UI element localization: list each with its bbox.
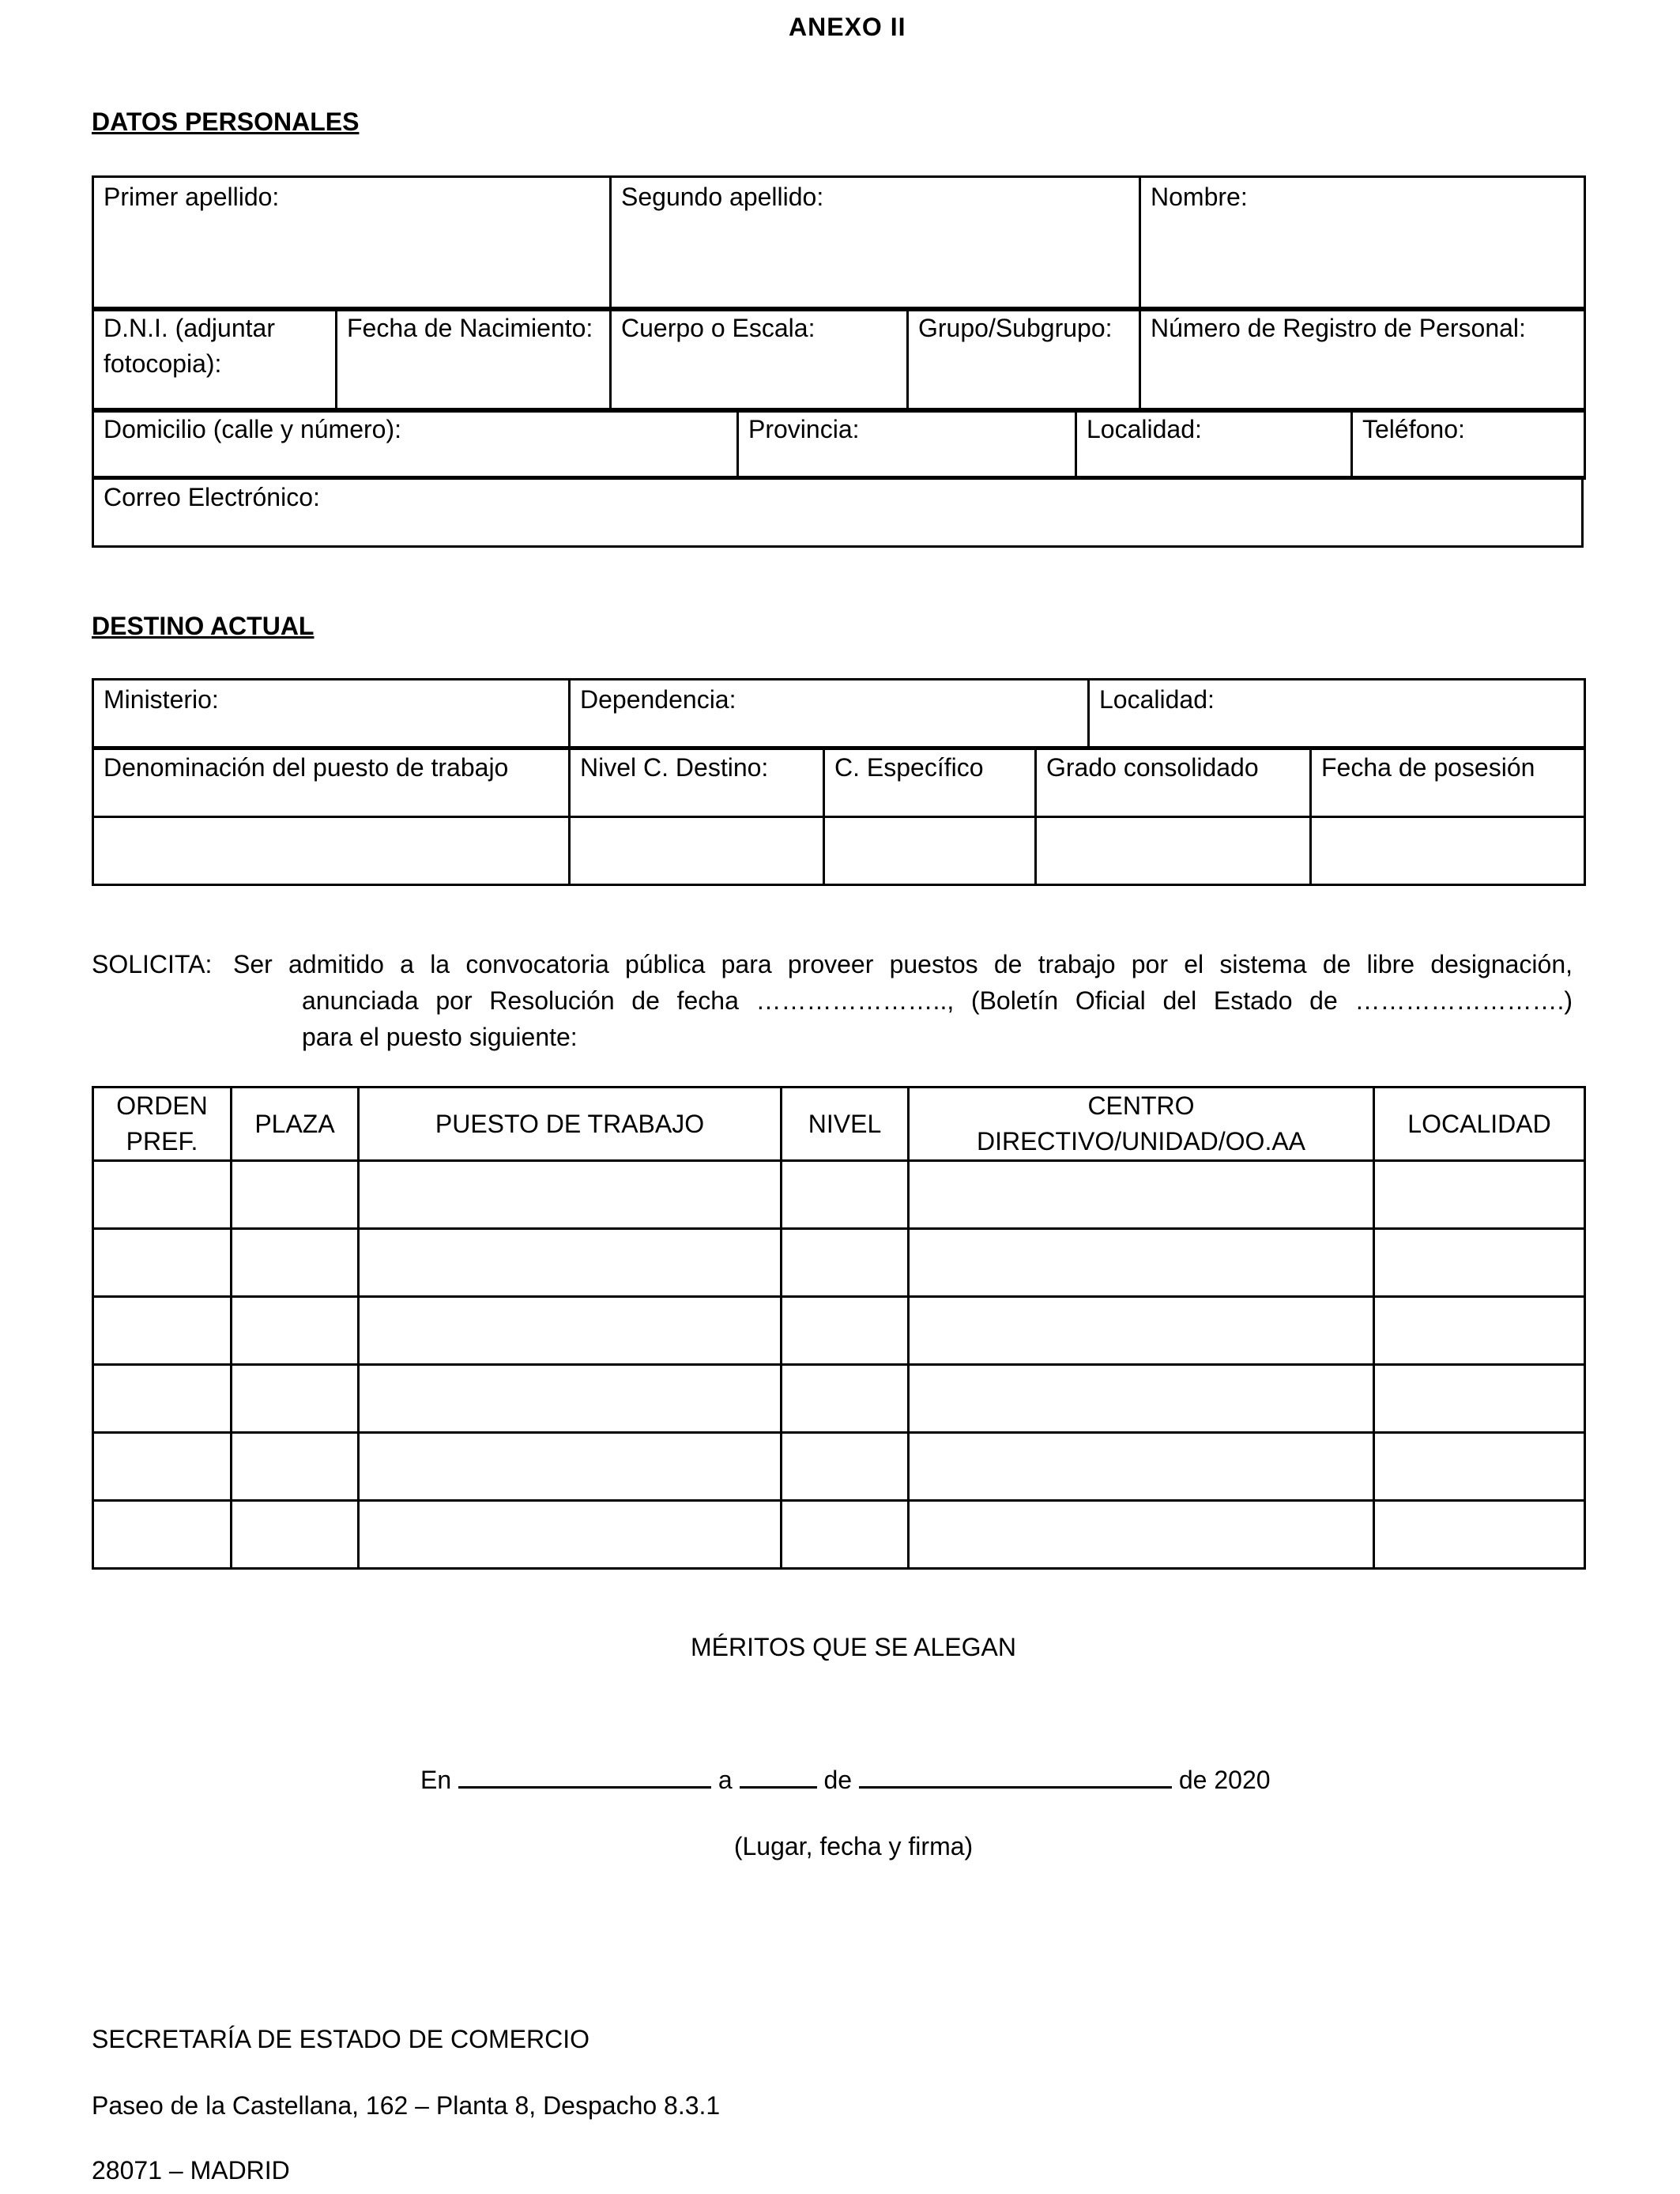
table-cell[interactable] — [782, 1365, 909, 1433]
field-domicilio[interactable] — [93, 409, 738, 479]
label-nivel: NIVEL — [808, 1109, 882, 1138]
label-grado: Grado consolidado — [1046, 753, 1259, 782]
firma-de-label: de — [823, 1766, 853, 1794]
table-cell[interactable] — [93, 1297, 232, 1365]
label-provincia: Provincia: — [748, 415, 860, 443]
label-fecha-posesion: Fecha de posesión — [1321, 753, 1535, 782]
section-heading-destino-actual: DESTINO ACTUAL — [92, 612, 315, 640]
table-row — [93, 1433, 1585, 1501]
document-title: ANEXO II — [789, 13, 906, 41]
table-cell[interactable] — [93, 1501, 232, 1569]
header-plaza — [232, 1088, 359, 1161]
table-cell[interactable] — [359, 1161, 782, 1229]
label-grupo-subgrupo: Grupo/Subgrupo: — [918, 314, 1113, 342]
label-cuerpo-escala: Cuerpo o Escala: — [621, 314, 816, 342]
label-orden-pref: ORDEN PREF. — [116, 1091, 208, 1155]
firma-dia-blank[interactable] — [740, 1762, 817, 1789]
personal-data-table-row2 — [92, 307, 1586, 413]
firma-line — [420, 1762, 1271, 1797]
table-cell[interactable] — [93, 1433, 232, 1501]
field-cuerpo-escala[interactable] — [611, 308, 908, 412]
header-orden-pref — [93, 1088, 232, 1161]
puestos-table — [92, 1086, 1586, 1570]
table-cell[interactable] — [232, 1501, 359, 1569]
header-fecha-posesion — [1311, 748, 1585, 817]
label-puestos-localidad: LOCALIDAD — [1407, 1109, 1551, 1138]
solicita-line-1: Ser admitido a la convocatoria pública para proveer puestos de trabajo por el sistema de libre designación, — [233, 950, 1573, 978]
table-row — [93, 1297, 1585, 1365]
input-especifico[interactable] — [824, 817, 1036, 885]
header-grado — [1036, 748, 1311, 817]
personal-data-table-row4 — [92, 476, 1584, 548]
solicita-line-2: anunciada por Resolución de fecha ………………….., (Boletín Oficial del Estado de …………………….) — [302, 986, 1573, 1015]
label-ministerio: Ministerio: — [104, 685, 219, 714]
label-centro: CENTRO DIRECTIVO/UNIDAD/OO.AA — [976, 1091, 1306, 1155]
input-denominacion[interactable] — [93, 817, 570, 885]
footer-line-2: Paseo de la Castellana, 162 – Planta 8, Despacho 8.3.1 — [92, 2091, 721, 2120]
field-fecha-nacimiento[interactable] — [337, 308, 611, 412]
label-domicilio: Domicilio (calle y número): — [104, 415, 401, 443]
table-cell[interactable] — [232, 1297, 359, 1365]
table-cell[interactable] — [909, 1229, 1374, 1297]
meritos-heading: MÉRITOS QUE SE ALEGAN — [691, 1633, 1016, 1661]
firma-en-label: En — [420, 1766, 452, 1794]
table-cell[interactable] — [1374, 1229, 1585, 1297]
label-destino-localidad: Localidad: — [1099, 685, 1215, 714]
table-cell[interactable] — [93, 1365, 232, 1433]
footer-line-3: 28071 – MADRID — [92, 2156, 290, 2185]
label-denominacion: Denominación del puesto de trabajo — [104, 753, 509, 782]
personal-data-table — [92, 175, 1586, 311]
firma-mes-blank[interactable] — [859, 1762, 1172, 1789]
table-cell[interactable] — [232, 1365, 359, 1433]
header-especifico — [824, 748, 1036, 817]
input-nivel-destino[interactable] — [570, 817, 824, 885]
field-primer-apellido[interactable] — [93, 177, 611, 311]
field-destino-localidad[interactable] — [1089, 680, 1585, 749]
field-provincia[interactable] — [738, 409, 1076, 479]
table-cell[interactable] — [359, 1297, 782, 1365]
header-nivel-destino — [570, 748, 824, 817]
firma-caption: (Lugar, fecha y firma) — [733, 1832, 974, 1860]
firma-year-label: de 2020 — [1178, 1766, 1271, 1794]
table-row — [93, 1365, 1585, 1433]
label-nombre: Nombre: — [1151, 183, 1248, 211]
field-segundo-apellido[interactable] — [611, 177, 1140, 311]
table-cell[interactable] — [359, 1229, 782, 1297]
input-grado[interactable] — [1036, 817, 1311, 885]
footer-line-1: SECRETARÍA DE ESTADO DE COMERCIO — [92, 2025, 590, 2053]
firma-lugar-blank[interactable] — [458, 1762, 711, 1789]
table-cell[interactable] — [1374, 1501, 1585, 1569]
field-nombre[interactable] — [1140, 177, 1585, 311]
table-cell[interactable] — [232, 1229, 359, 1297]
field-ministerio[interactable] — [93, 680, 570, 749]
header-localidad — [1374, 1088, 1585, 1161]
table-cell[interactable] — [359, 1365, 782, 1433]
header-centro — [909, 1088, 1374, 1161]
label-dependencia: Dependencia: — [580, 685, 736, 714]
label-primer-apellido: Primer apellido: — [104, 183, 280, 211]
label-nrp: Número de Registro de Personal: — [1151, 314, 1526, 342]
label-dni: D.N.I. (adjuntar fotocopia): — [104, 314, 275, 378]
field-localidad[interactable] — [1076, 409, 1352, 479]
section-heading-datos-personales: DATOS PERSONALES — [92, 107, 360, 136]
field-telefono[interactable] — [1352, 409, 1585, 479]
table-cell[interactable] — [93, 1161, 232, 1229]
solicita-label: SOLICITA: — [92, 950, 213, 978]
table-cell[interactable] — [1374, 1161, 1585, 1229]
table-cell[interactable] — [1374, 1365, 1585, 1433]
header-nivel — [782, 1088, 909, 1161]
label-telefono: Teléfono: — [1362, 415, 1465, 443]
label-nivel-destino: Nivel C. Destino: — [580, 753, 769, 782]
field-nrp[interactable] — [1140, 308, 1585, 412]
table-row — [93, 1161, 1585, 1229]
table-cell[interactable] — [359, 1501, 782, 1569]
table-cell[interactable] — [909, 1161, 1374, 1229]
table-cell[interactable] — [909, 1297, 1374, 1365]
table-cell[interactable] — [1374, 1433, 1585, 1501]
table-cell[interactable] — [232, 1433, 359, 1501]
destino-table-row1 — [92, 678, 1586, 750]
label-correo: Correo Electrónico: — [104, 483, 320, 511]
field-grupo-subgrupo[interactable] — [908, 308, 1140, 412]
firma-a-label: a — [718, 1766, 733, 1794]
personal-data-table-row3 — [92, 408, 1586, 480]
table-row — [93, 1501, 1585, 1569]
table-cell[interactable] — [782, 1501, 909, 1569]
table-cell[interactable] — [782, 1229, 909, 1297]
table-cell[interactable] — [909, 1501, 1374, 1569]
header-puesto — [359, 1088, 782, 1161]
label-plaza: PLAZA — [254, 1109, 335, 1138]
table-cell[interactable] — [359, 1433, 782, 1501]
label-segundo-apellido: Segundo apellido: — [621, 183, 824, 211]
table-cell[interactable] — [232, 1161, 359, 1229]
header-denominacion — [93, 748, 570, 817]
label-puesto: PUESTO DE TRABAJO — [435, 1109, 705, 1138]
table-cell[interactable] — [782, 1297, 909, 1365]
field-dependencia[interactable] — [570, 680, 1089, 749]
solicita-line-3: para el puesto siguiente: — [302, 1023, 578, 1051]
table-cell[interactable] — [1374, 1297, 1585, 1365]
table-cell[interactable] — [93, 1229, 232, 1297]
label-localidad: Localidad: — [1087, 415, 1202, 443]
table-cell[interactable] — [909, 1365, 1374, 1433]
table-cell[interactable] — [782, 1433, 909, 1501]
table-cell[interactable] — [782, 1161, 909, 1229]
table-cell[interactable] — [909, 1433, 1374, 1501]
input-fecha-posesion[interactable] — [1311, 817, 1585, 885]
label-fecha-nacimiento: Fecha de Nacimiento: — [347, 314, 593, 342]
label-especifico: C. Específico — [834, 753, 984, 782]
field-correo[interactable] — [93, 477, 1583, 547]
table-row — [93, 1229, 1585, 1297]
field-dni[interactable] — [93, 308, 337, 412]
destino-table-rows — [92, 746, 1586, 886]
